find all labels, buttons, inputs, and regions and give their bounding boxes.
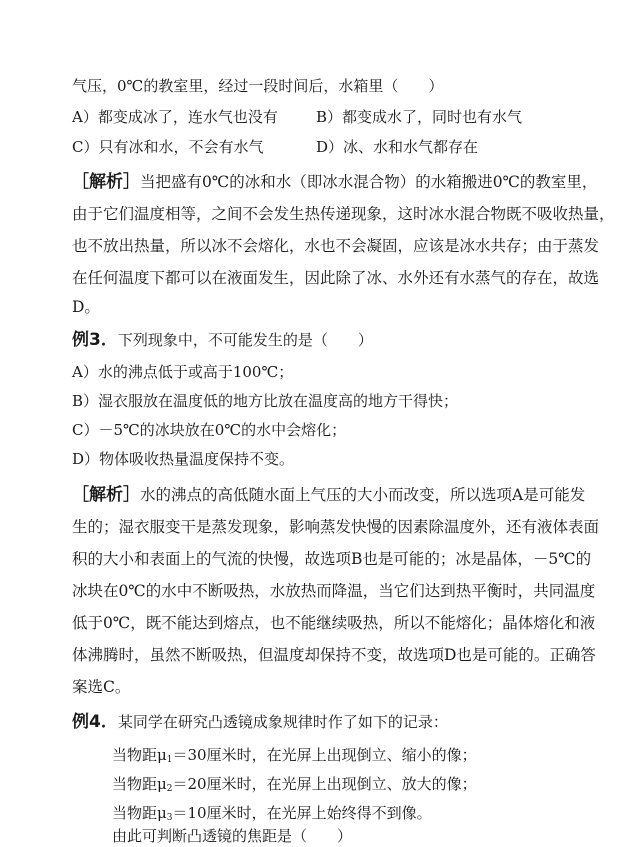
q4-label: 例4． — [72, 712, 118, 732]
q2-option-c: C）只有冰和水，不会有水气 — [72, 138, 264, 156]
q4-record-3-post: ＝10厘米时，在光屏上始终得不到像。 — [172, 804, 432, 822]
q3-header — [72, 330, 373, 350]
q4-question: 由此可判断凸透镜的焦距是（ ） — [112, 827, 353, 845]
q3-analysis-line-3: 积的大小和表面上的气流的快慢，故选项B也是可能的；冰是晶体，－5℃的 — [72, 550, 592, 568]
q3-analysis-line-2: 生的；湿衣服变干是蒸发现象，影响蒸发快慢的因素除温度外，还有液体表面 — [72, 518, 600, 536]
q3-analysis-line-4: 冰块在0℃的水中不断吸热，水放热而降温，当它们达到热平衡时，共同温度 — [72, 582, 596, 600]
q2-option-d: D）冰、水和水气都存在 — [316, 138, 479, 156]
q2-option-a: A）都变成冰了，连水气也没有 — [72, 108, 278, 126]
q4-header — [72, 712, 448, 732]
q4-record-1-post: ＝30厘米时，在光屏上出现倒立、缩小的像； — [172, 746, 477, 764]
q3-analysis-line-1 — [72, 485, 585, 505]
q2-option-b: B）都变成水了，同时也有水气 — [316, 108, 523, 126]
q3-option-c: C）－5℃的冰块放在0℃的水中会熔化； — [72, 421, 347, 439]
q4-record-2-post: ＝20厘米时，在光屏上出现倒立、放大的像； — [172, 775, 477, 793]
q2-analysis-line-4: 在任何温度下都可以在液面发生，因此除了冰、水外还有水蒸气的存在，故选 — [72, 269, 600, 287]
q2-analysis-line-2: 由于它们温度相等，之间不会发生热传递现象，这时冰水混合物既不吸收热量， — [72, 205, 615, 223]
q4-record-2-pre: 当物距μ — [112, 775, 167, 793]
q3-analysis-text-1: 水的沸点的高低随水面上气压的大小而改变，所以选项A是可能发 — [140, 486, 586, 504]
q4-record-3 — [112, 803, 432, 828]
q3-analysis-line-5: 低于0℃，既不能达到熔点，也不能继续吸热，所以不能熔化；晶体熔化和液 — [72, 614, 596, 632]
q4-record-1-sub: 1 — [166, 755, 173, 765]
q3-analysis-line-6: 体沸腾时，虽然不断吸热，但温度却保持不变，故选项D也是可能的。正确答 — [72, 646, 596, 664]
q2-analysis-tag: ［解析］ — [72, 172, 140, 192]
q3-option-d: D）物体吸收热量温度保持不变。 — [72, 450, 295, 468]
q3-label: 例3． — [72, 330, 118, 350]
q3-stem: 下列现象中，不可能发生的是（ ） — [117, 331, 373, 349]
q3-option-a: A）水的沸点低于或高于100℃； — [72, 363, 294, 381]
q4-record-3-sub: 3 — [166, 813, 173, 823]
q4-record-2-sub: 2 — [166, 784, 173, 794]
q2-analysis-line-3: 也不放出热量，所以冰不会熔化，水也不会凝固，应该是冰水共存；由于蒸发 — [72, 237, 600, 255]
q4-stem: 某同学在研究凸透镜成象规律时作了如下的记录： — [117, 713, 448, 731]
q3-option-b: B）湿衣服放在温度低的地方比放在温度高的地方干得快； — [72, 392, 459, 410]
q2-analysis-line-1 — [72, 172, 597, 192]
q2-analysis-text-1: 当把盛有0℃的冰和水（即冰水混合物）的水箱搬进0℃的教室里， — [140, 173, 598, 191]
q4-record-1 — [112, 745, 477, 770]
q2-analysis-line-5: D。 — [72, 298, 100, 316]
q3-analysis-tag: ［解析］ — [72, 485, 140, 505]
q4-record-1-pre: 当物距μ — [112, 746, 167, 764]
q3-analysis-line-7: 案选C。 — [72, 678, 131, 696]
q2-stem-tail: 气压，0℃的教室里，经过一段时间后，水箱里（ ） — [72, 77, 444, 95]
q4-record-2 — [112, 774, 477, 799]
q4-record-3-pre: 当物距μ — [112, 804, 167, 822]
